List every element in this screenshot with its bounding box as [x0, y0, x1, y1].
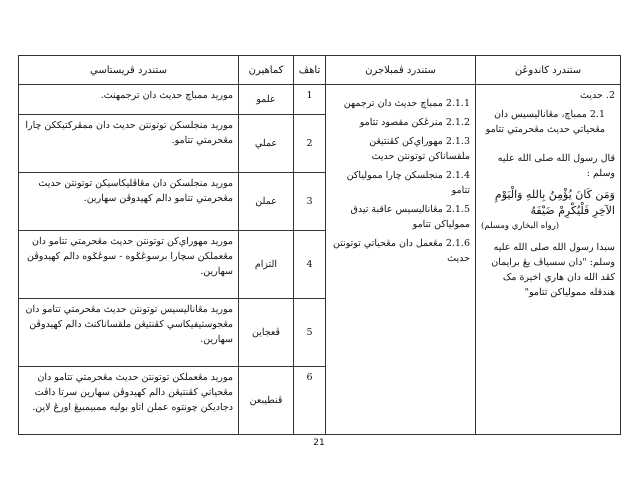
header-row [19, 56, 621, 85]
header-learning-standard: ستندرد ڤمبلاجرن [326, 56, 476, 85]
content-standard-number: 2. [605, 90, 615, 101]
learning-standard-cell [326, 85, 476, 435]
band-number: 1 [294, 85, 326, 115]
learning-standard-item: 2.1.6 مڠعمل دان مڠحياتي توتونتن حديث [332, 238, 470, 264]
content-standard-title: حديث [580, 90, 603, 101]
band-number: 2 [294, 115, 326, 173]
header-performance-standard: ستندرد ڤريستاسي [19, 56, 239, 85]
header-band: تاهڤ [294, 56, 326, 85]
hadith-narration: (رواه البخاري ومسلم) [481, 221, 560, 231]
table-row [19, 85, 621, 115]
hadith-intro: قال رسول الله صلى الله عليه وسلم : [497, 153, 615, 179]
skill-label: عملن [239, 173, 294, 231]
performance-descriptor: موريد منجلسکن دان مڠاڤليکاسيکن توتونتن حديث مڠحرمتي تتامو دالم کهيدوڤن سهارين. [19, 173, 239, 231]
page-number: 21 [313, 438, 325, 448]
performance-descriptor: موريد مهوراي‌کن توتونتن حديث مڠحرمتي تتامو دان مڠعملکن سچارا برسوڠݢوه - سوڠݢوه دالم کهيدوڤن سهارين. [19, 231, 239, 299]
performance-descriptor: موريد مڠعملکن توتونتن حديث مڠحرمتي تتامو دان مڠحياتي کڤنتيڠن دالم کهيدوڤن سهارين سرتا داڤت دجاديکن چونتوه عملن اتاو بوليه ممبيمبيڠ اورڠ لاين. [19, 367, 239, 435]
learning-standard-item: 2.1.5 مڠاناليسيس عاقبة تيدق مموليا‌کن تتامو [350, 204, 470, 230]
hadith-translation: سبدا رسول الله صلى الله عليه وسلم: "دان سسياڤ يڠ برايمان کڤد الله دان هاري اخيرة مک هندقله مموليا‌کن تتامو" [491, 242, 615, 298]
learning-standard-item: 2.1.4 منجلسکن چارا مموليا‌کن تتامو [346, 170, 470, 196]
learning-standard-item: 2.1.2 منرڠکن مقصود تتامو [359, 117, 470, 128]
skill-label: ڤعجاين [239, 299, 294, 367]
band-number: 6 [294, 367, 326, 435]
skill-label: عملي [239, 115, 294, 173]
band-number: 3 [294, 173, 326, 231]
hadith-arabic-text: وَمَن كَانَ يُؤْمِنُ بِاللهِ وَالْيَوْمِ الآخِرِ فَلْيُكْرِمْ ضَيْفَهُ [494, 188, 615, 217]
header-content-standard: ستندرد کاندوڠن [476, 56, 621, 85]
learning-standard-item: 2.1.3 مهوراي‌کن کڤنتيڠن ملقسانا‌کن توتونتن حديث [369, 136, 470, 162]
performance-descriptor: موريد مڠاناليسيس توتونتن حديث مڠحرمتي تتامو دان مڠجوستيفيکاسي کڤنتيڠن ملقسانا‌کنث دالم کهيدوڤن سهارين. [19, 299, 239, 367]
skill-label: التزام [239, 231, 294, 299]
curriculum-table [18, 55, 621, 435]
band-number: 4 [294, 231, 326, 299]
header-skill: کماهيرن [239, 56, 294, 85]
performance-descriptor: موريد منجلسکن توتونتن حديث دان ممڤرکتيککن چارا مڠحرمتي تتامو. [19, 115, 239, 173]
content-standard-sub: 2.1 ممباچ، مڠاناليسيس دان مڠحياتي حديث مڠحرمتي تتامو [485, 109, 605, 135]
learning-standard-item: 2.1.1 ممباچ حديث دان ترجمهن [343, 98, 470, 109]
skill-label: علمو [239, 85, 294, 115]
skill-label: ڤنطيبعن [239, 367, 294, 435]
performance-descriptor: موريد ممباچ حديث دان ترجمهنث. [19, 85, 239, 115]
content-standard-cell [476, 85, 621, 435]
band-number: 5 [294, 299, 326, 367]
